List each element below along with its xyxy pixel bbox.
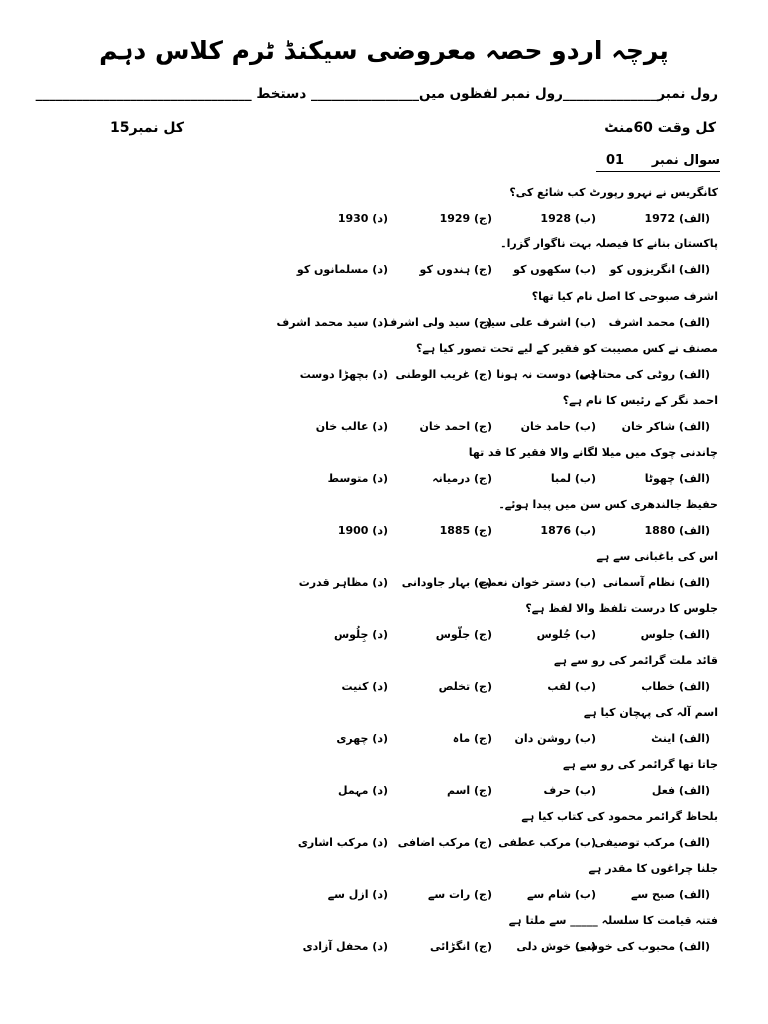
answer-option: (ج) انگڑائی [430, 940, 492, 953]
answer-option: (ج) درمیانہ [432, 472, 492, 485]
answer-option: (د) مظاہر قدرت [298, 576, 388, 589]
answer-option: (ب) روشن دان [514, 732, 596, 745]
answer-option: (الف) 1880 [644, 524, 710, 537]
answer-option: (الف) فعل [651, 784, 710, 797]
answer-option: (الف) اینٹ [651, 732, 710, 745]
answer-option: (ج) 1929 [439, 212, 492, 225]
answer-option: (د) محفل آزادی [302, 940, 388, 953]
answer-option: (ب) مرکب عطفی [498, 836, 596, 849]
answer-option: (ج) رات سے [427, 888, 492, 901]
question-text: اسم آلہ کی پہچان کیا ہے [583, 706, 718, 719]
answer-option: (د) سید محمد اشرف [276, 316, 388, 329]
answer-option: (الف) شاکر خان [621, 420, 710, 433]
answer-option: (الف) 1972 [644, 212, 710, 225]
answer-option: (د) مرکب اشاری [297, 836, 388, 849]
answer-option: (ب) اشرف علی سید [484, 316, 596, 329]
question-text: قائد ملت گرائمر کی رو سے ہے [554, 654, 718, 667]
question-text: پاکستان بنانے کا فیصلہ بہت ناگوار گزرا۔ [500, 237, 718, 250]
roll-number-line: رول نمبر______________رول نمبر لفظوں میں________________ دستخط ________________________________ [35, 86, 718, 102]
answer-option: (د) عالب خان [315, 420, 388, 433]
answer-option: (ب) حامد خان [520, 420, 596, 433]
answer-option: (الف) صبح سے [630, 888, 710, 901]
answer-option: (ج) احمد خان [419, 420, 492, 433]
answer-option: (ب) دوست نہ ہونا [496, 368, 596, 381]
answer-option: (الف) خطاب [641, 680, 710, 693]
question-text: حفیظ جالندھری کس سن میں پیدا ہوئے۔ [498, 498, 718, 511]
answer-option: (ج) ماہ [452, 732, 492, 745]
question-text: مصنف نے کس مصیبت کو فقیر کے لیے تحت تصور کیا ہے؟ [415, 342, 718, 355]
answer-option: (الف) چھوٹا [644, 472, 710, 485]
total-marks: کل نمبر15 [110, 120, 185, 136]
answer-option: (د) 1930 [337, 212, 388, 225]
question-text: بلحاظ گرائمر محمود کی کتاب کیا ہے [521, 810, 718, 823]
answer-option: (د) کنیت [341, 680, 388, 693]
answer-option: (ب) حرف [543, 784, 596, 797]
answer-option: (د) مہمل [338, 784, 388, 797]
question-text: جلوس کا درست تلفظ والا لفظ ہے؟ [525, 602, 718, 615]
answer-option: (د) ازل سے [327, 888, 388, 901]
answer-option: (ج) بہار جاودانی [401, 576, 492, 589]
answer-option: (الف) انگریزوں کو [609, 263, 710, 276]
answer-option: (الف) محبوب کی خوشی [575, 940, 710, 953]
answer-option: (ب) شام سے [526, 888, 596, 901]
answer-option: (ج) جلّوس [435, 628, 492, 641]
question-text: جلنا چراغوں کا مقدر ہے [588, 862, 718, 875]
answer-option: (الف) جلوس [640, 628, 710, 641]
answer-option: (د) بچھڑا دوست [299, 368, 388, 381]
answer-option: (ج) سید ولی اشرف [384, 316, 492, 329]
answer-option: (ج) ہندوں کو [419, 263, 492, 276]
question-text: کانگریس نے نہرو رپورٹ کب شائع کی؟ [509, 186, 718, 199]
answer-option: (الف) محمد اشرف [608, 316, 710, 329]
section-heading [596, 153, 720, 172]
answer-option: (د) جِلُوس [333, 628, 388, 641]
question-text: چاندنی چوک میں میلا لگانے والا فقیر کا قد تھا [468, 446, 718, 459]
answer-option: (ب) خوش دلی [516, 940, 596, 953]
answer-option: (الف) روٹی کی محتاجی [579, 368, 710, 381]
answer-option: (ب) لقب [547, 680, 596, 693]
question-text: اشرف صبوحی کا اصل نام کیا تھا؟ [531, 290, 718, 303]
answer-option: (د) مسلمانوں کو [296, 263, 388, 276]
question-text: احمد نگر کے رئیس کا نام ہے؟ [562, 394, 718, 407]
total-time: کل وقت 60منٹ [604, 120, 716, 136]
question-text: اس کی باغبانی سے ہے [596, 550, 718, 563]
answer-option: (ب) جُلوس [536, 628, 596, 641]
section-number: 01 [606, 153, 625, 168]
answer-option: (د) 1900 [337, 524, 388, 537]
answer-option: (ب) لمبا [550, 472, 596, 485]
answer-option: (ج) 1885 [439, 524, 492, 537]
answer-option: (الف) نظام آسمانی [602, 576, 710, 589]
answer-option: (د) متوسط [327, 472, 388, 485]
answer-option: (ب) 1876 [540, 524, 596, 537]
answer-option: (ب) سکھوں کو [513, 263, 596, 276]
answer-option: (د) چھری [336, 732, 388, 745]
question-text: جاتا تھا گرائمر کی رو سے ہے [562, 758, 718, 771]
answer-option: (ج) اسم [446, 784, 492, 797]
page-title: پرچہ اردو حصہ معروضی سیکنڈ ٹرم کلاس دہم [99, 36, 669, 65]
answer-option: (ج) غریب الوطنی [395, 368, 492, 381]
answer-option: (ب) 1928 [540, 212, 596, 225]
answer-option: (ج) مرکب اضافی [397, 836, 492, 849]
section-label: سوال نمبر [651, 153, 720, 168]
answer-option: (ب) دستر خوان نعمت [478, 576, 596, 589]
answer-option: (ج) تخلص [438, 680, 492, 693]
answer-option: (الف) مرکب توصیفی [594, 836, 710, 849]
question-text: فتنہ قیامت کا سلسلہ _____ سے ملتا ہے [508, 914, 718, 927]
